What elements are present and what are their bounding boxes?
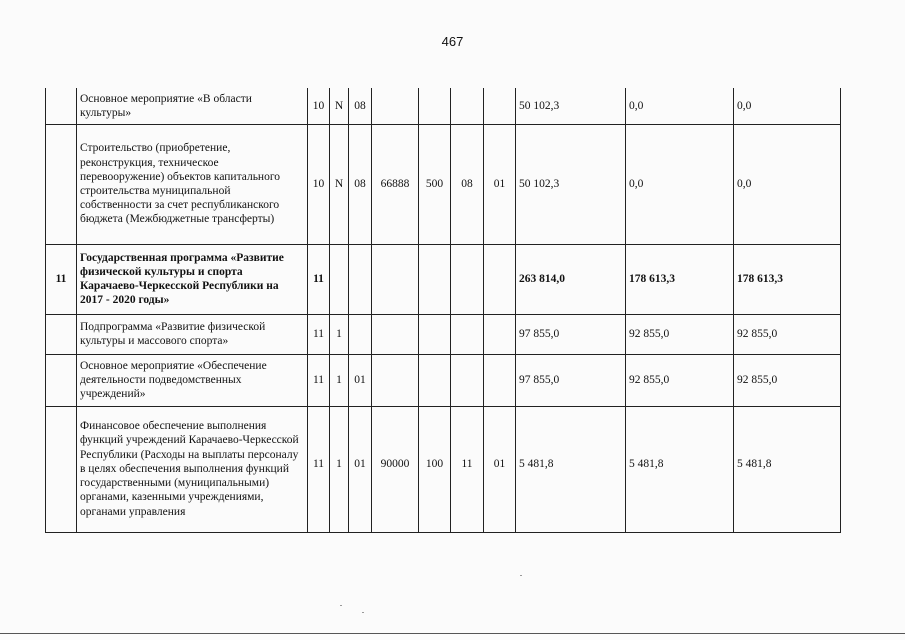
code-expense-type	[419, 354, 451, 406]
code-subsection	[484, 244, 516, 314]
code-subprogram: N	[330, 124, 349, 244]
amount-3: 5 481,8	[734, 406, 841, 532]
code-direction: 66888	[372, 124, 419, 244]
scan-speck	[340, 605, 342, 606]
code-program: 10	[308, 124, 330, 244]
row-number	[46, 314, 77, 354]
table-row	[46, 124, 841, 244]
row-number	[46, 354, 77, 406]
code-subsection: 01	[484, 124, 516, 244]
amount-3: 0,0	[734, 124, 841, 244]
code-section	[451, 244, 484, 314]
code-section	[451, 314, 484, 354]
code-event: 08	[349, 88, 372, 124]
row-name: Основное мероприятие «В области культуры»	[77, 88, 308, 124]
page-bottom-rule	[0, 633, 905, 634]
code-program: 11	[308, 314, 330, 354]
code-section	[451, 354, 484, 406]
budget-table	[45, 88, 841, 533]
code-direction	[372, 244, 419, 314]
code-expense-type: 100	[419, 406, 451, 532]
code-subsection: 01	[484, 406, 516, 532]
row-number	[46, 88, 77, 124]
row-name: Основное мероприятие «Обеспечение деятельности подведомственных учреждений»	[77, 354, 308, 406]
code-subsection	[484, 314, 516, 354]
code-direction	[372, 314, 419, 354]
code-subprogram: 1	[330, 314, 349, 354]
amount-3: 178 613,3	[734, 244, 841, 314]
amount-2: 0,0	[626, 124, 734, 244]
table-row	[46, 88, 841, 124]
code-event	[349, 244, 372, 314]
code-program: 11	[308, 244, 330, 314]
amount-2: 92 855,0	[626, 354, 734, 406]
row-name: Подпрограмма «Развитие физической культуры и массового спорта»	[77, 314, 308, 354]
code-subsection	[484, 354, 516, 406]
row-name: Строительство (приобретение, реконструкция, техническое перевооружение) объектов капитального строительства муниципальной собственности за счет республиканского бюджета (Межбюджетные трансферты)	[77, 124, 308, 244]
row-name: Финансовое обеспечение выполнения функций учреждений Карачаево-Черкесской Республики (Расходы на выплаты персоналу в целях обеспечения выполнения функций государственными (муниципальными) органами, казенными учреждениями, органами управления	[77, 406, 308, 532]
amount-1: 97 855,0	[516, 314, 626, 354]
code-expense-type: 500	[419, 124, 451, 244]
code-section: 11	[451, 406, 484, 532]
table-row	[46, 244, 841, 314]
amount-1: 97 855,0	[516, 354, 626, 406]
code-event: 08	[349, 124, 372, 244]
code-program: 11	[308, 406, 330, 532]
row-name: Государственная программа «Развитие физической культуры и спорта Карачаево-Черкесской Республики на 2017 - 2020 годы»	[77, 244, 308, 314]
scan-speck	[520, 575, 522, 576]
amount-3: 92 855,0	[734, 314, 841, 354]
table-row	[46, 314, 841, 354]
code-expense-type	[419, 244, 451, 314]
code-subprogram: N	[330, 88, 349, 124]
table-row	[46, 354, 841, 406]
code-subprogram: 1	[330, 406, 349, 532]
row-number	[46, 124, 77, 244]
code-event	[349, 314, 372, 354]
amount-2: 178 613,3	[626, 244, 734, 314]
code-expense-type	[419, 88, 451, 124]
code-section	[451, 88, 484, 124]
code-expense-type	[419, 314, 451, 354]
code-direction: 90000	[372, 406, 419, 532]
code-direction	[372, 88, 419, 124]
amount-3: 0,0	[734, 88, 841, 124]
code-event: 01	[349, 406, 372, 532]
amount-1: 50 102,3	[516, 124, 626, 244]
code-subprogram: 1	[330, 354, 349, 406]
amount-1: 5 481,8	[516, 406, 626, 532]
code-subprogram	[330, 244, 349, 314]
row-number: 11	[46, 244, 77, 314]
table-row	[46, 406, 841, 532]
amount-1: 50 102,3	[516, 88, 626, 124]
amount-1: 263 814,0	[516, 244, 626, 314]
scan-speck	[362, 612, 364, 613]
row-number	[46, 406, 77, 532]
code-program: 10	[308, 88, 330, 124]
code-subsection	[484, 88, 516, 124]
code-section: 08	[451, 124, 484, 244]
code-event: 01	[349, 354, 372, 406]
amount-2: 5 481,8	[626, 406, 734, 532]
amount-2: 0,0	[626, 88, 734, 124]
amount-2: 92 855,0	[626, 314, 734, 354]
amount-3: 92 855,0	[734, 354, 841, 406]
code-program: 11	[308, 354, 330, 406]
page-number: 467	[441, 34, 464, 49]
code-direction	[372, 354, 419, 406]
